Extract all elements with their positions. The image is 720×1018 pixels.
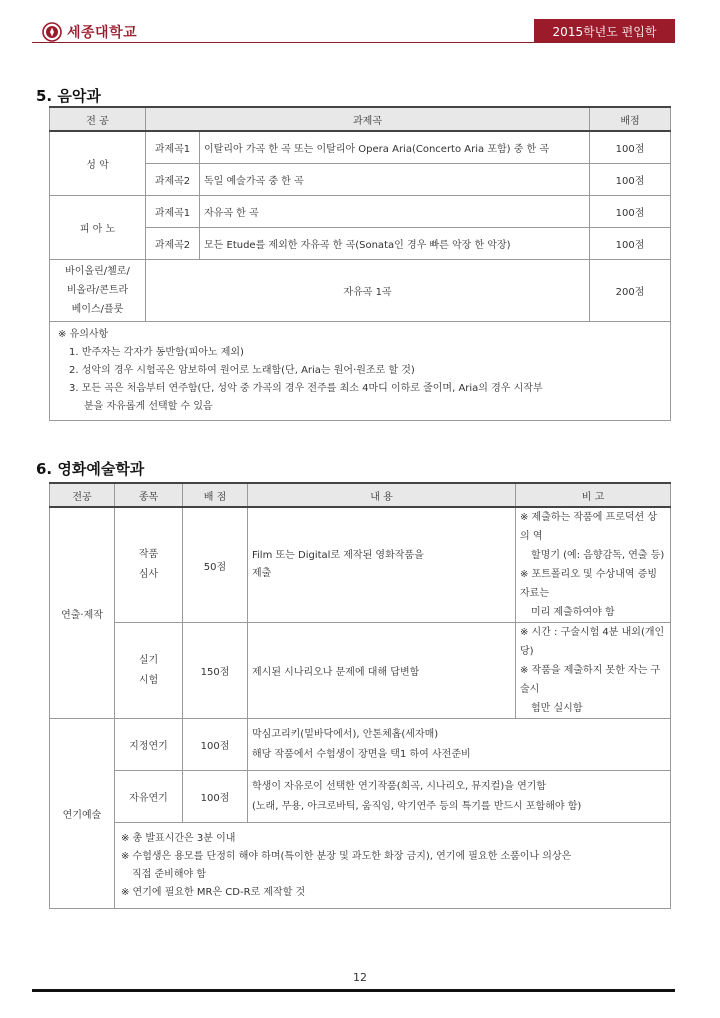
note-item: 2. 성악의 경우 시험곡은 암보하여 원어로 노래함(단, Aria는 원어·원조로 할 것): [69, 364, 415, 376]
remarks-line: 할명기 (예: 음향감독, 연출 등): [531, 550, 665, 561]
col-header-type: 종목: [115, 483, 183, 507]
col-header-major: 전공: [50, 483, 115, 507]
note-item: ※ 연기에 필요한 MR은 CD-R로 제작할 것: [121, 886, 306, 898]
piece-score: 100점: [590, 195, 671, 227]
type-line: 심사: [138, 569, 159, 580]
type-cell: 자유연기: [115, 771, 183, 823]
note-item: ※ 총 발표시간은 3분 이내: [121, 832, 236, 844]
page-number: 12: [353, 971, 367, 984]
remarks-line: ※ 작품을 제출하지 못한 자는 구술시: [520, 665, 661, 695]
col-header-major: 전 공: [50, 107, 146, 131]
note-item-continued: 직접 준비해야 함: [132, 868, 206, 880]
col-header-remarks: 비 고: [516, 483, 671, 507]
major-strings-line: 베이스/플룻: [71, 303, 124, 315]
content-line: 막심고리키(밑바닥에서), 안톤체홉(세자매): [252, 728, 439, 740]
piece-desc: 모든 Etude를 제외한 자유곡 한 곡(Sonata인 경우 빠른 악장 한 악장): [200, 227, 590, 259]
content-cell: [248, 719, 671, 771]
school-seal-icon: [42, 22, 62, 42]
notes-row: [50, 321, 671, 420]
table-row: [50, 131, 671, 163]
type-line: 시험: [138, 674, 159, 686]
table-row: [50, 719, 671, 771]
piece-score: 100점: [590, 163, 671, 195]
major-vocal: 성 악: [50, 131, 146, 195]
content-cell: [248, 507, 516, 623]
piece-desc: 독일 예술가곡 중 한 곡: [200, 163, 590, 195]
type-cell: 지정연기: [115, 719, 183, 771]
remarks-line: ※ 제출하는 작품에 프로덕션 상의 역: [520, 512, 658, 542]
notes-heading: ※ 유의사항: [58, 328, 109, 340]
content-cell: [248, 771, 671, 823]
piece-no: 과제곡1: [146, 131, 200, 163]
remarks-line: ※ 포트폴리오 및 수상내역 증빙자료는: [520, 569, 658, 599]
content-cell: 제시된 시나리오나 문제에 대해 답변함: [248, 623, 516, 719]
section-title-music: 5. 음악과: [36, 87, 101, 105]
remarks-line: ※ 시간 : 구술시험 4분 내외(개인 당): [520, 627, 665, 657]
table-header-row: [50, 107, 671, 131]
piece-score: 200점: [590, 259, 671, 321]
col-header-content: 내 용: [248, 483, 516, 507]
major-directing: 연출·제작: [50, 507, 115, 719]
section-title-film: 6. 영화예술학과: [36, 460, 145, 478]
music-table: [49, 106, 671, 421]
piece-desc: 이탈리아 가곡 한 곡 또는 이탈리아 Opera Aria(Concerto Aria 포함) 중 한 곡: [200, 131, 590, 163]
major-strings-line: 비올라/콘트라: [66, 284, 129, 296]
film-table: [49, 482, 671, 909]
col-header-score: 배점: [590, 107, 671, 131]
table-row: [50, 771, 671, 823]
major-acting: 연기예술: [50, 719, 115, 909]
piece-desc: 자유곡 한 곡: [200, 195, 590, 227]
music-notes: [50, 321, 671, 420]
footer-divider: [32, 989, 675, 992]
score-cell: 100점: [183, 771, 248, 823]
remarks-line: 험만 실시함: [531, 703, 583, 714]
score-cell: 50점: [183, 507, 248, 623]
table-row: [50, 507, 671, 623]
acting-notes: [115, 823, 671, 909]
remarks-line: 미리 제출하여야 함: [531, 607, 615, 618]
col-header-score: 배 점: [183, 483, 248, 507]
content-line: 학생이 자유로이 선택한 연기작품(희곡, 시나리오, 뮤지컬)을 연기함: [252, 780, 547, 792]
remarks-cell: [516, 623, 671, 719]
table-row: [50, 623, 671, 719]
school-name: 세종대학교: [67, 25, 138, 41]
note-item-continued: 분을 자유롭게 선택할 수 있음: [84, 400, 213, 412]
col-header-pieces: 과제곡: [146, 107, 590, 131]
type-cell: [115, 507, 183, 623]
piece-no: 과제곡1: [146, 195, 200, 227]
type-cell: [115, 623, 183, 719]
piece-desc: 자유곡 1곡: [146, 259, 590, 321]
table-header-row: [50, 483, 671, 507]
major-strings-line: 바이올린/첼로/: [65, 265, 130, 277]
major-strings: [50, 259, 146, 321]
table-row: [50, 259, 671, 321]
note-item: 3. 모든 곡은 처음부터 연주함(단, 성악 중 가곡의 경우 전주를 최소 4마디 이하로 줄이며, Aria의 경우 시작부: [69, 382, 543, 394]
school-logo: [42, 20, 137, 44]
header-badge: 2015학년도 편입학: [534, 19, 675, 43]
type-line: 작품: [138, 549, 159, 560]
piece-no: 과제곡2: [146, 227, 200, 259]
table-row: [50, 195, 671, 227]
header-divider: [32, 42, 675, 43]
content-line: Film 또는 Digital로 제작된 영화작품을: [252, 550, 424, 561]
score-cell: 150점: [183, 623, 248, 719]
content-line: 제출: [252, 568, 272, 579]
content-line: (노래, 무용, 아크로바틱, 움직임, 악기연주 등의 특기를 반드시 포함해야 함): [252, 800, 582, 812]
note-item: 1. 반주자는 각자가 동반함(피아노 제외): [69, 346, 244, 358]
piece-no: 과제곡2: [146, 163, 200, 195]
major-piano: 피 아 노: [50, 195, 146, 259]
remarks-cell: [516, 507, 671, 623]
note-item: ※ 수험생은 용모를 단정히 해야 하며(특이한 분장 및 과도한 화장 금지), 연기에 필요한 소품이나 의상은: [121, 850, 572, 862]
piece-score: 100점: [590, 131, 671, 163]
type-line: 실기: [138, 654, 159, 666]
content-line: 해당 작품에서 수험생이 장면을 택1 하여 사전준비: [252, 748, 471, 760]
score-cell: 100점: [183, 719, 248, 771]
notes-row: [50, 823, 671, 909]
piece-score: 100점: [590, 227, 671, 259]
